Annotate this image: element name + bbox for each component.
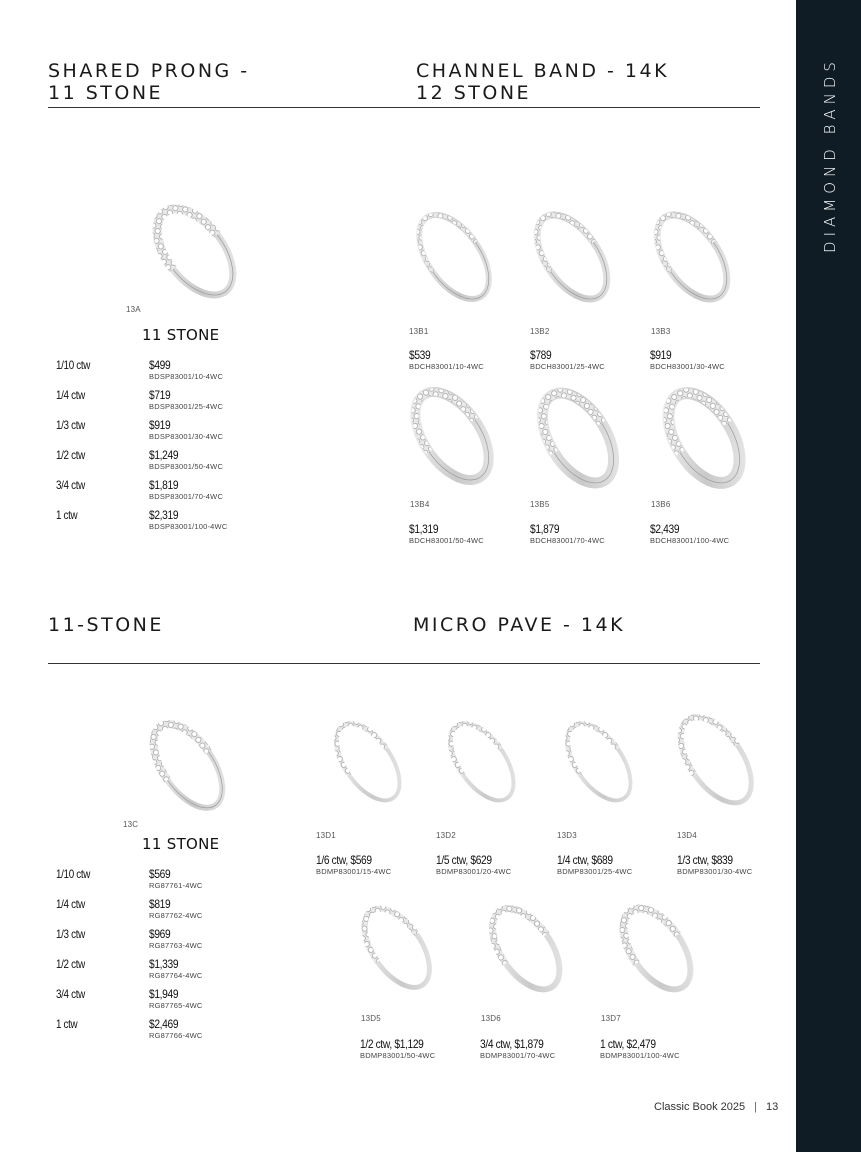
product-item xyxy=(557,853,632,876)
sku: BDCH83001/10-4WC xyxy=(409,362,484,371)
price: 1/5 ctw, $629 xyxy=(436,853,492,867)
price: $2,319 xyxy=(149,508,179,522)
price-row xyxy=(56,448,256,478)
carat-weight: 1/3 ctw xyxy=(56,927,85,941)
price-row xyxy=(56,987,256,1017)
sku: RG87766-4WC xyxy=(149,1031,203,1040)
sku: BDSP83001/25-4WC xyxy=(149,402,224,411)
sku: BDSP83001/10-4WC xyxy=(149,372,224,381)
price: $719 xyxy=(149,388,171,402)
sku: BDMP83001/20-4WC xyxy=(436,867,512,876)
ring-13b6-image xyxy=(648,384,760,492)
price: $1,249 xyxy=(149,448,179,462)
page-footer xyxy=(654,1101,778,1113)
price-row xyxy=(56,388,256,418)
carat-weight: 1/3 ctw xyxy=(56,418,85,432)
price-row xyxy=(56,1017,256,1047)
ring-13b2-image xyxy=(518,205,626,309)
price: $2,439 xyxy=(650,522,680,536)
carat-weight: 3/4 ctw xyxy=(56,478,85,492)
divider-top xyxy=(48,107,760,108)
price: $789 xyxy=(530,348,552,362)
ring-13b3-image xyxy=(638,205,746,309)
ring-13b5-image xyxy=(522,384,634,492)
price: $1,819 xyxy=(149,478,179,492)
price: 1/2 ctw, $1,129 xyxy=(360,1037,424,1051)
stone-count-heading: 11 STONE xyxy=(142,326,220,344)
sku: BDCH83001/25-4WC xyxy=(530,362,605,371)
price-row xyxy=(56,957,256,987)
carat-weight: 3/4 ctw xyxy=(56,987,85,1001)
product-item xyxy=(530,522,605,545)
product-item xyxy=(530,348,605,371)
price: $539 xyxy=(409,348,431,362)
price-row xyxy=(56,418,256,448)
product-item xyxy=(409,522,484,545)
sku: BDMP83001/50-4WC xyxy=(360,1051,436,1060)
ring-13d7-image xyxy=(608,896,706,1002)
sku: BDCH83001/70-4WC xyxy=(530,536,605,545)
price-row xyxy=(56,867,256,897)
side-label: DIAMOND BANDS xyxy=(821,57,839,253)
carat-weight: 1/2 ctw xyxy=(56,448,85,462)
divider-middle xyxy=(48,663,760,664)
product-item xyxy=(650,522,729,545)
price: 3/4 ctw, $1,879 xyxy=(480,1037,544,1051)
price-row xyxy=(56,358,256,388)
item-code: 13D2 xyxy=(436,831,456,840)
ring-13d2-image xyxy=(436,712,528,812)
sku: RG87764-4WC xyxy=(149,971,203,980)
ring-13b4-image xyxy=(396,382,508,490)
section-title-eleven-stone: 11-STONE xyxy=(48,614,164,636)
price: 1/3 ctw, $839 xyxy=(677,853,733,867)
stone-count-heading: 11 STONE xyxy=(142,835,220,853)
book-title: Classic Book 2025 xyxy=(654,1101,746,1113)
carat-weight: 1/4 ctw xyxy=(56,897,85,911)
ring-13b1-image xyxy=(400,205,508,309)
ring-13c-image xyxy=(138,712,238,820)
price: $1,339 xyxy=(149,957,179,971)
price-row xyxy=(56,478,256,508)
item-code: 13D1 xyxy=(316,831,336,840)
section-title-channel-band: CHANNEL BAND - 14K 12 STONE xyxy=(416,60,670,104)
carat-weight: 1/2 ctw xyxy=(56,957,85,971)
item-code: 13B6 xyxy=(651,500,671,509)
price: $969 xyxy=(149,927,171,941)
carat-weight: 1/4 ctw xyxy=(56,388,85,402)
item-code: 13D3 xyxy=(557,831,577,840)
sku: BDMP83001/15-4WC xyxy=(316,867,392,876)
item-code: 13B2 xyxy=(530,327,550,336)
item-code: 13C xyxy=(123,820,139,829)
product-item xyxy=(436,853,511,876)
price: $1,949 xyxy=(149,987,179,1001)
price: $569 xyxy=(149,867,171,881)
footer-separator: | xyxy=(754,1101,757,1113)
sku: RG87762-4WC xyxy=(149,911,203,920)
sku: RG87761-4WC xyxy=(149,881,203,890)
product-item xyxy=(650,348,725,371)
product-item xyxy=(480,1037,555,1060)
price: $1,879 xyxy=(530,522,560,536)
product-item xyxy=(677,853,752,876)
ring-13d5-image xyxy=(350,896,444,1000)
price-row xyxy=(56,927,256,957)
item-code: 13D6 xyxy=(481,1014,501,1023)
price: $919 xyxy=(650,348,672,362)
price: $499 xyxy=(149,358,171,372)
section-title-shared-prong: SHARED PRONG - 11 STONE xyxy=(48,60,250,104)
sku: BDMP83001/100-4WC xyxy=(600,1051,680,1060)
sku: BDMP83001/30-4WC xyxy=(677,867,753,876)
sku: BDSP83001/50-4WC xyxy=(149,462,224,471)
item-code: 13D4 xyxy=(677,831,697,840)
sku: BDCH83001/50-4WC xyxy=(409,536,484,545)
item-code: 13A xyxy=(126,305,141,314)
sku: BDCH83001/100-4WC xyxy=(650,536,730,545)
carat-weight: 1 ctw xyxy=(56,508,78,522)
price-row xyxy=(56,897,256,927)
item-code: 13D5 xyxy=(361,1014,381,1023)
price: $2,469 xyxy=(149,1017,179,1031)
item-code: 13B1 xyxy=(409,327,429,336)
ring-13d6-image xyxy=(476,896,576,1002)
sku: BDSP83001/30-4WC xyxy=(149,432,224,441)
price-row xyxy=(56,508,256,538)
carat-weight: 1/10 ctw xyxy=(56,358,91,372)
product-item xyxy=(409,348,484,371)
product-item xyxy=(316,853,391,876)
sku: BDSP83001/70-4WC xyxy=(149,492,224,501)
item-code: 13B3 xyxy=(651,327,671,336)
item-code: 13D7 xyxy=(601,1014,621,1023)
product-item xyxy=(600,1037,680,1060)
ring-13a-image xyxy=(140,195,250,310)
product-item xyxy=(360,1037,435,1060)
price: 1/4 ctw, $689 xyxy=(557,853,613,867)
price: 1/6 ctw, $569 xyxy=(316,853,372,867)
page-number: 13 xyxy=(765,1101,779,1113)
sku: BDMP83001/25-4WC xyxy=(557,867,633,876)
price: 1 ctw, $2,479 xyxy=(600,1037,656,1051)
sku: RG87765-4WC xyxy=(149,1001,203,1010)
section-title-micro-pave: MICRO PAVE - 14K xyxy=(413,614,626,636)
ring-13d4-image xyxy=(664,704,768,816)
ring-13d1-image xyxy=(322,712,414,812)
sku: BDMP83001/70-4WC xyxy=(480,1051,556,1060)
carat-weight: 1/10 ctw xyxy=(56,867,91,881)
price: $1,319 xyxy=(409,522,439,536)
sku: RG87763-4WC xyxy=(149,941,203,950)
price: $919 xyxy=(149,418,171,432)
ring-13d3-image xyxy=(553,712,645,812)
sku: BDCH83001/30-4WC xyxy=(650,362,725,371)
carat-weight: 1 ctw xyxy=(56,1017,78,1031)
sku: BDSP83001/100-4WC xyxy=(149,522,228,531)
item-code: 13B4 xyxy=(410,500,430,509)
price: $819 xyxy=(149,897,171,911)
item-code: 13B5 xyxy=(530,500,550,509)
